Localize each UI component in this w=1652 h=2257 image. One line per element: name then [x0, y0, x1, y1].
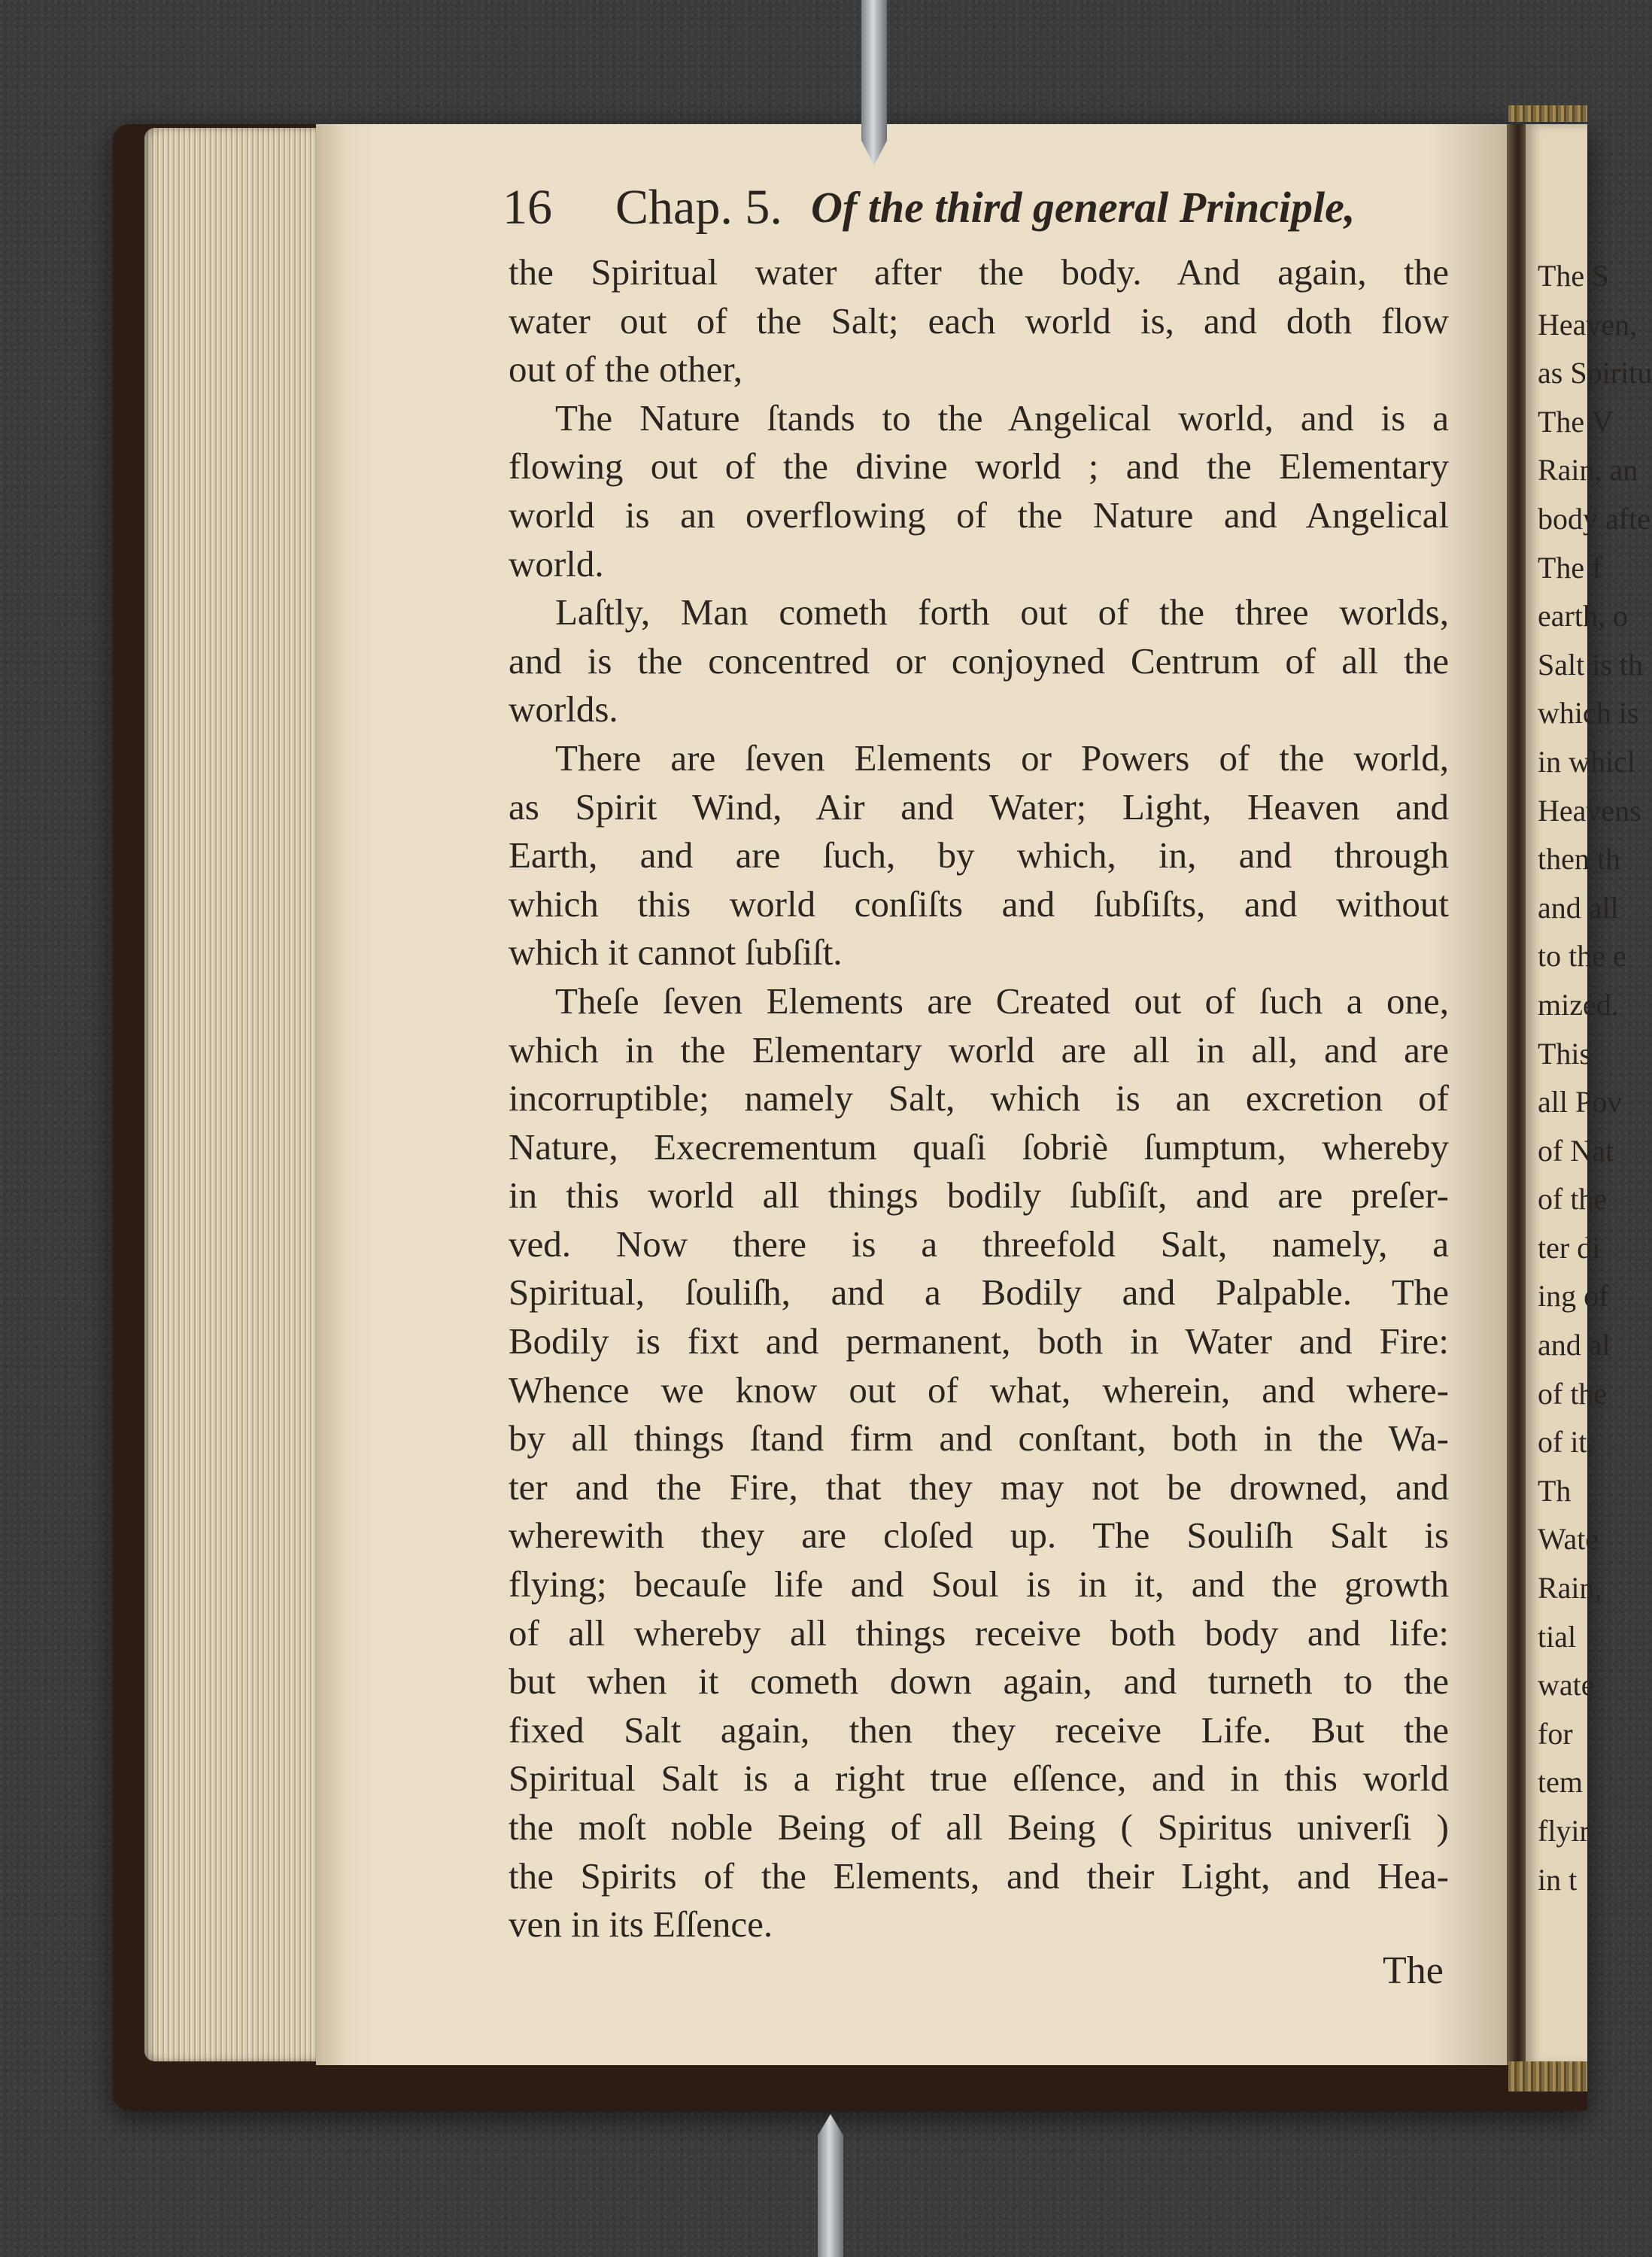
right-page-fragment: The S — [1538, 259, 1609, 293]
right-page-fragment: earth, o — [1538, 599, 1628, 633]
text-line: which it cannot ſubſiſt. — [509, 931, 843, 974]
right-page-fragment: The V — [1538, 404, 1614, 439]
right-page-fragment: mized. — [1538, 987, 1619, 1022]
text-line: flowing out of the divine world ; and the Elementary — [509, 445, 1449, 488]
right-page-fragment: all Pov — [1538, 1085, 1623, 1119]
text-line: the Spiritual water after the body. And again, the — [509, 251, 1449, 293]
gilt-edge-bottom — [1508, 2061, 1587, 2091]
right-page-fragment: Th — [1538, 1473, 1572, 1508]
right-page-fragment: for — [1538, 1716, 1573, 1751]
text-line: The Nature ſtands to the Angelical world, and is a — [555, 396, 1449, 439]
right-page-fragment: ing of — [1538, 1279, 1609, 1314]
text-line: flying; becauſe life and Soul is in it, and the growth — [509, 1563, 1449, 1605]
right-page-fragment: This — [1538, 1036, 1592, 1071]
text-line: water out of the Salt; each world is, and doth flow — [509, 299, 1449, 342]
text-line: Spiritual Salt is a right true eſſence, and in this world — [509, 1757, 1449, 1800]
text-line: in this world all things bodily ſubſiſt, and are preſer- — [509, 1174, 1449, 1217]
right-page-fragment: Heaven, — [1538, 307, 1638, 342]
text-line: world is an overflowing of the Nature and Angelical — [509, 494, 1449, 536]
text-line: Nature, Execrementum quaſi ſobriè ſumptum, whereby — [509, 1125, 1449, 1168]
page-edges — [144, 128, 319, 2061]
right-page-fragment: then th — [1538, 842, 1620, 876]
text-line: world. — [509, 542, 604, 585]
right-page-fragment: and al — [1538, 1328, 1611, 1362]
right-page-fragment: of the — [1538, 1182, 1608, 1217]
right-page-fragment: tial — [1538, 1619, 1577, 1654]
text-line: Theſe ſeven Elements are Created out of ſuch a one, — [555, 980, 1449, 1022]
right-page-fragment: Salt is th — [1538, 647, 1644, 682]
right-page-text — [1526, 252, 1652, 1904]
right-page-fragment: which is — [1538, 696, 1639, 731]
text-line: Bodily is fixt and permanent, both in Water and Fire: — [509, 1320, 1449, 1362]
text-line: but when it cometh down again, and turneth to the — [509, 1660, 1449, 1703]
text-line: incorruptible; namely Salt, which is an excretion of — [509, 1077, 1449, 1119]
book-clamp-pin-top — [861, 0, 887, 166]
text-line: which this world conſiſts and ſubſiſts, and without — [509, 882, 1449, 925]
right-page-fragment: body afte — [1538, 501, 1650, 536]
text-line: Spiritual, ſouliſh, and a Bodily and Palpable. The — [509, 1271, 1449, 1314]
chapter-label: Chap. 5. — [615, 180, 782, 235]
text-line: Earth, and are ſuch, by which, in, and through — [509, 834, 1449, 876]
text-line: ven in its Eſſence. — [509, 1903, 773, 1946]
running-header — [503, 179, 1443, 239]
right-page-fragment: ter di — [1538, 1230, 1601, 1265]
right-page-fragment: of Nat — [1538, 1133, 1614, 1168]
body-text — [509, 248, 1449, 1949]
text-line: by all things ſtand firm and conſtant, both in the Wa- — [509, 1417, 1449, 1460]
text-line: Whence we know out of what, wherein, and where- — [509, 1368, 1449, 1411]
text-line: out of the other, — [509, 348, 743, 390]
right-page-fragment: wate — [1538, 1668, 1595, 1703]
text-line: the moſt noble Being of all Being ( Spiritus univerſi ) — [509, 1806, 1449, 1848]
right-page-fragment: to the e — [1538, 939, 1626, 974]
catchword: The — [1383, 1949, 1444, 1992]
right-page-fragment: The f — [1538, 550, 1602, 585]
right-page-fragment: of it. — [1538, 1425, 1595, 1460]
right-page-fragment: Rain, an — [1538, 453, 1638, 488]
book-gutter — [1507, 124, 1526, 2065]
text-line: worlds. — [509, 688, 618, 731]
text-line: and is the concentred or conjoyned Centrum of all the — [509, 639, 1449, 682]
right-page-fragment: Heavens — [1538, 793, 1641, 828]
chapter-title: Of the third general Principle, — [811, 183, 1356, 232]
text-line: wherewith they are cloſed up. The Souliſh Salt is — [509, 1514, 1449, 1557]
right-page-fragment: tem — [1538, 1765, 1583, 1800]
right-page-fragment: as Spiritu — [1538, 356, 1652, 390]
book-clamp-pin-bottom — [818, 2114, 843, 2257]
right-page-fragment: Rain, — [1538, 1571, 1602, 1605]
text-line: There are ſeven Elements or Powers of the world, — [555, 737, 1449, 779]
text-line: the Spirits of the Elements, and their Light, and Hea- — [509, 1855, 1449, 1897]
right-page — [1526, 124, 1652, 2065]
text-line: Laſtly, Man cometh forth out of the three worlds, — [555, 591, 1449, 633]
text-line: ter and the Fire, that they may not be drowned, and — [509, 1466, 1449, 1508]
right-page-fragment: and all — [1538, 890, 1619, 925]
right-page-fragment: of the — [1538, 1376, 1608, 1411]
text-line: ved. Now there is a threefold Salt, namely, a — [509, 1223, 1449, 1265]
right-page-fragment: flyir — [1538, 1814, 1590, 1848]
text-line: which in the Elementary world are all in all, and are — [509, 1028, 1449, 1071]
text-line: fixed Salt again, then they receive Life. But the — [509, 1709, 1449, 1751]
right-page-fragment: in t — [1538, 1862, 1578, 1897]
gilt-edge-top — [1508, 105, 1587, 122]
right-page-fragment: Wate — [1538, 1522, 1599, 1557]
page-number: 16 — [503, 180, 552, 235]
text-line: as Spirit Wind, Air and Water; Light, Heaven and — [509, 785, 1449, 828]
text-line: of all whereby all things receive both body and life: — [509, 1611, 1449, 1654]
right-page-fragment: in whicl — [1538, 744, 1635, 779]
